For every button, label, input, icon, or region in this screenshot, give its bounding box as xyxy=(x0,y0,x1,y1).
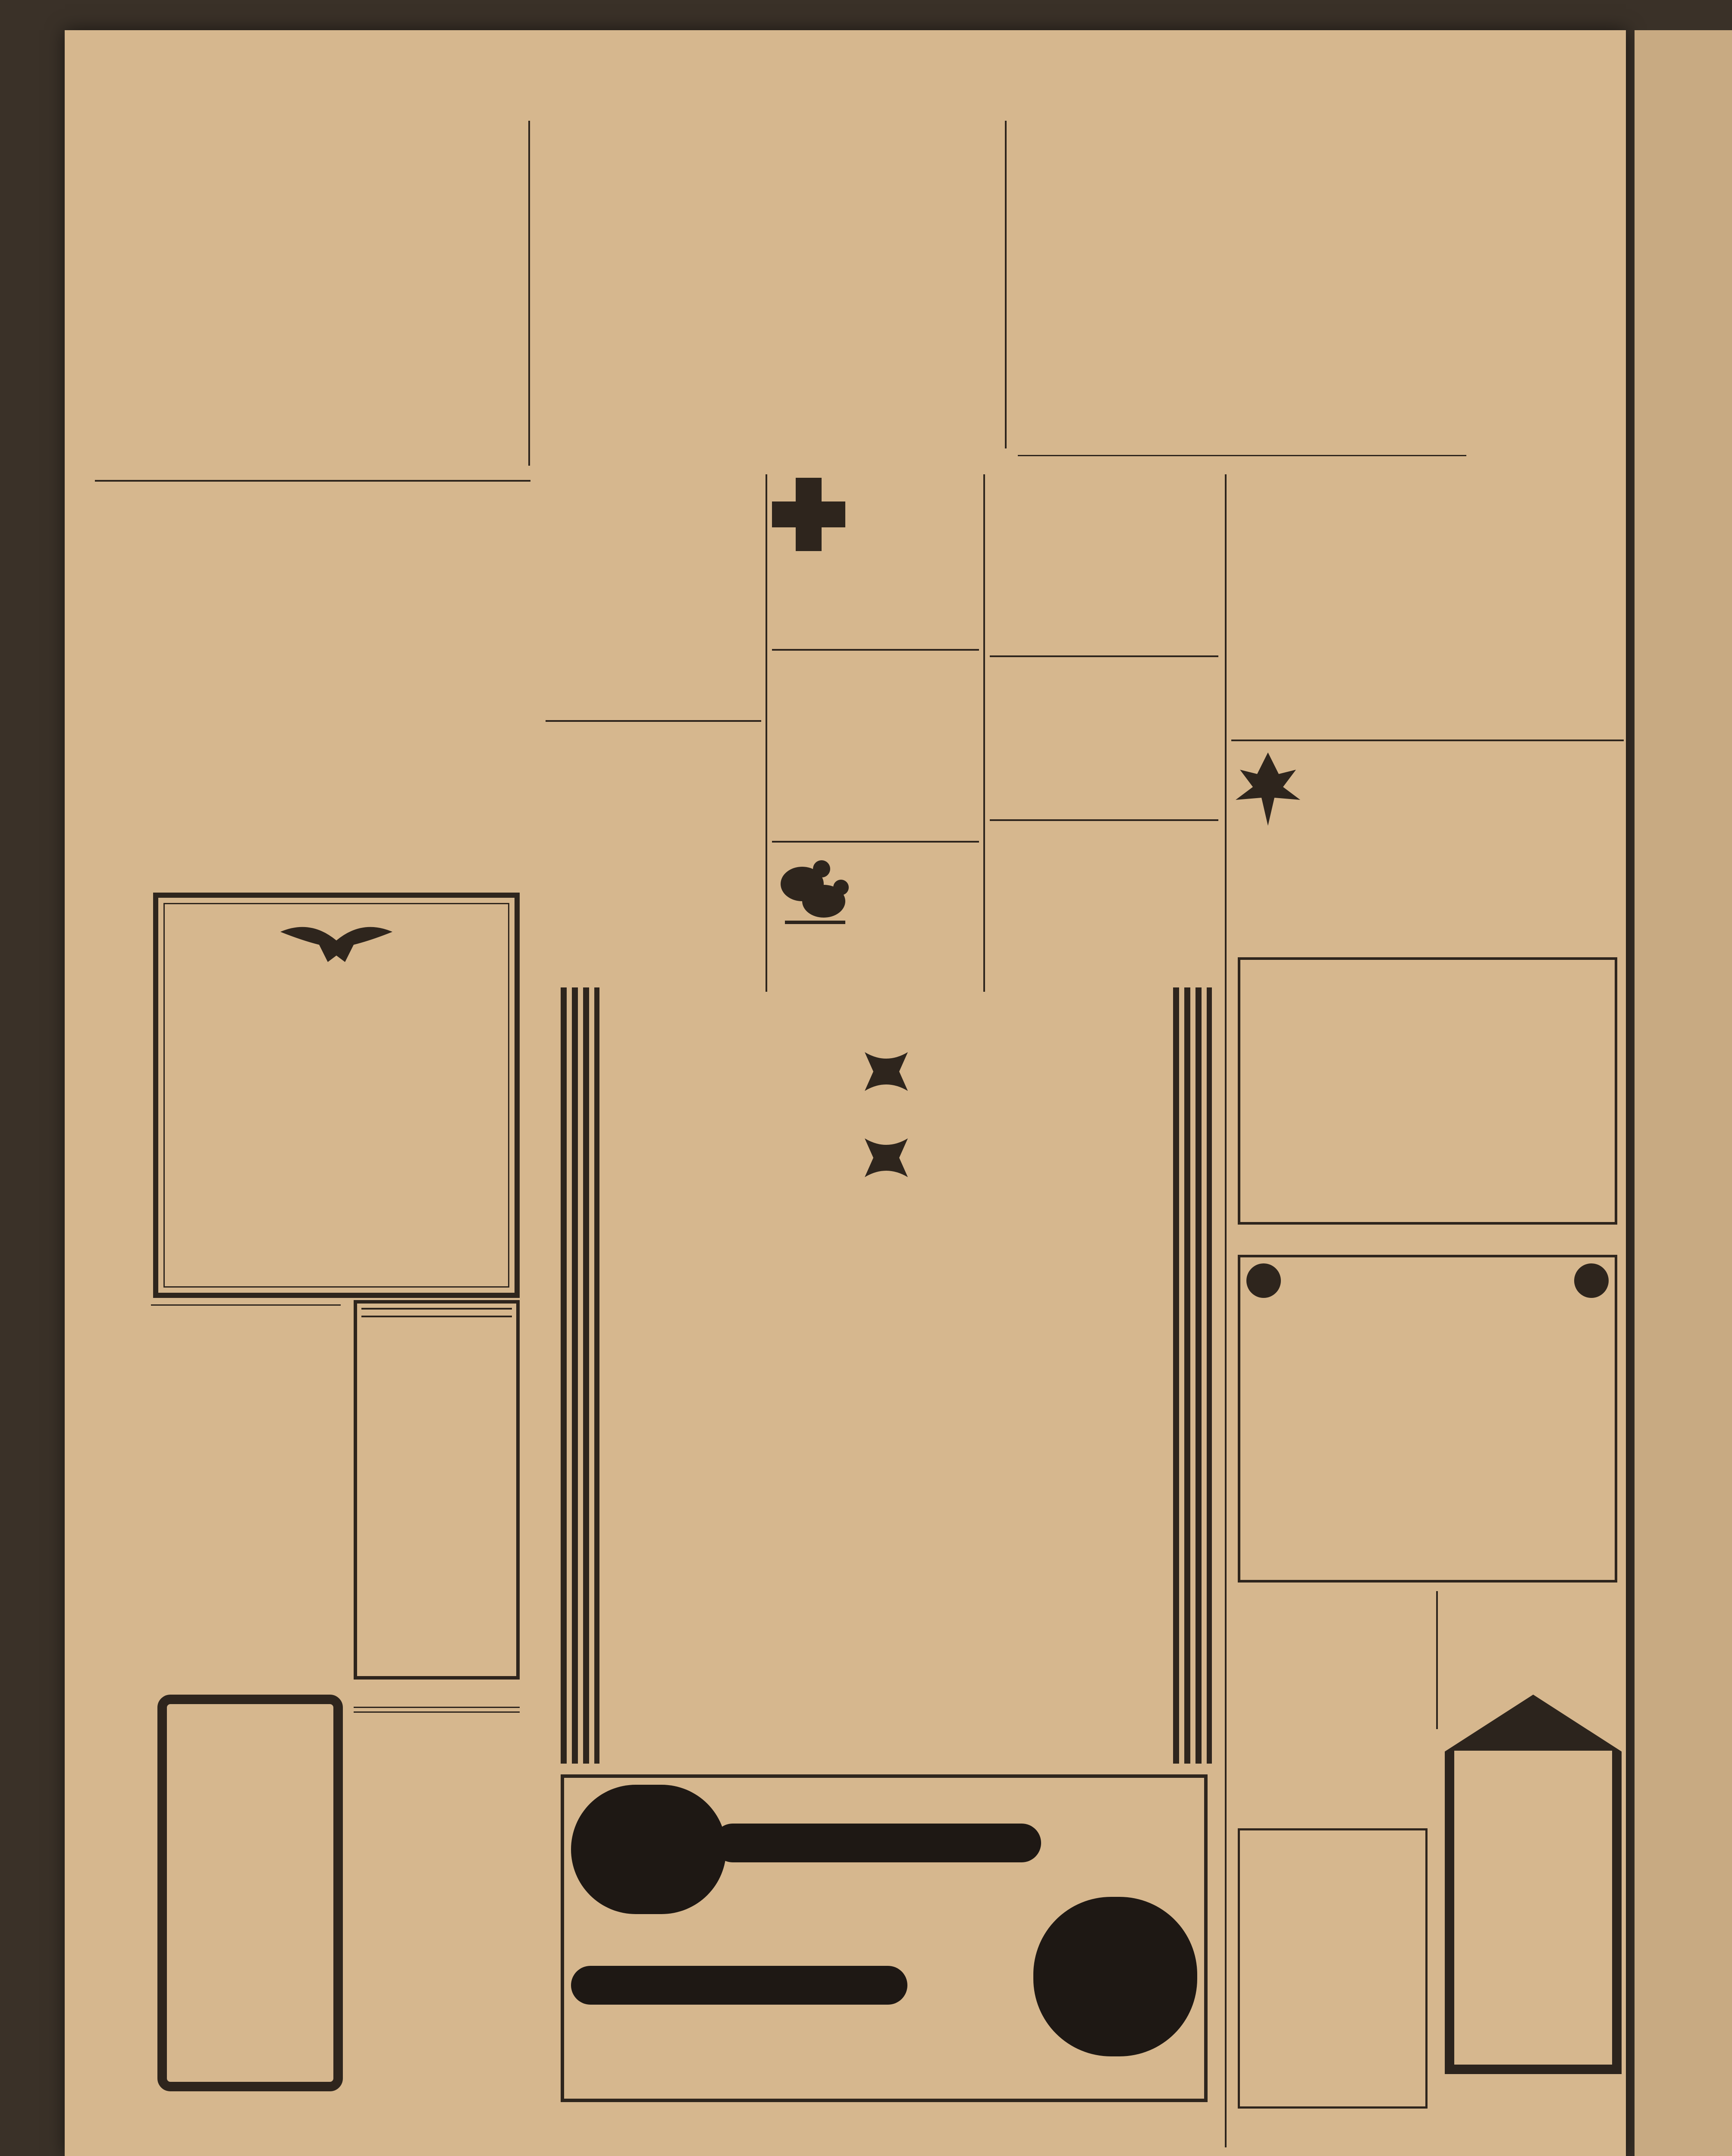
red-cross-icon xyxy=(772,478,845,551)
earthquake-article xyxy=(82,125,518,367)
church-ad xyxy=(1231,474,1624,737)
kavalier-badge xyxy=(571,1785,726,1914)
kavalier-banner xyxy=(713,1824,1041,1862)
small-ads-col xyxy=(354,1703,520,2091)
column-rule xyxy=(983,474,985,992)
rule xyxy=(1018,455,1466,456)
hiking-club-ad xyxy=(1231,744,1624,972)
rule xyxy=(772,841,979,843)
room-wanted-ad xyxy=(772,651,979,841)
ornament-icon xyxy=(860,1134,912,1181)
drug-mid xyxy=(171,1708,329,1717)
union-banner xyxy=(571,1966,907,2005)
rule xyxy=(354,1707,520,1708)
rule xyxy=(990,819,1218,821)
bicycles-ad xyxy=(1231,1591,1434,1833)
pigeons-ad xyxy=(772,845,979,987)
cheese-ad xyxy=(354,1300,520,1680)
column-rule xyxy=(1436,1591,1438,1729)
printing-ad xyxy=(1238,1828,1428,2109)
official-notices xyxy=(95,476,530,873)
chamois-ad xyxy=(990,824,1218,987)
eagle-icon xyxy=(272,915,401,971)
adjacent-page-edge xyxy=(1635,30,1732,2156)
pigeon-icon xyxy=(772,845,854,931)
finance-section xyxy=(82,371,518,470)
rule xyxy=(95,480,530,482)
drugstore-ad xyxy=(157,1695,343,2091)
spa-concert-ad xyxy=(1238,957,1617,1225)
cheese-seller xyxy=(361,1308,512,1310)
wob-ad xyxy=(990,474,1218,664)
column-rule xyxy=(766,474,767,992)
wringer-ad xyxy=(1443,1591,1619,1695)
column-rule xyxy=(1005,121,1007,448)
rule xyxy=(772,649,979,651)
mobiloil-ad xyxy=(1445,1695,1622,2074)
rule xyxy=(151,1304,341,1306)
rule xyxy=(990,655,1218,657)
rule xyxy=(546,720,761,722)
ornament-icon xyxy=(860,1048,912,1095)
vegetables-ad xyxy=(151,1304,341,1688)
thanks-notice xyxy=(153,893,520,1298)
prices-section xyxy=(1018,125,1466,453)
raisins-ad xyxy=(990,660,1218,815)
column-rule xyxy=(1225,474,1227,2147)
music-lessons-ad xyxy=(1238,1255,1617,1583)
market-report xyxy=(539,125,996,466)
column-rule xyxy=(528,121,530,466)
ambulance-ad xyxy=(772,474,979,647)
decor-stripes xyxy=(1173,987,1212,1764)
fir-branch-icon xyxy=(1231,744,1305,830)
union-badge xyxy=(1033,1897,1197,2056)
cheese-seller2 xyxy=(361,1316,512,1317)
handwriting-ad xyxy=(548,724,759,987)
advertising-promo xyxy=(556,987,1216,1764)
coin-icon xyxy=(1574,1263,1609,1298)
polish-ad xyxy=(561,1774,1208,2102)
editor-line xyxy=(1018,458,1466,471)
newspaper-page xyxy=(65,30,1626,2156)
promo-body xyxy=(612,1181,1160,1216)
coin-icon xyxy=(1246,1263,1281,1298)
forestry-ad xyxy=(548,474,759,716)
rule xyxy=(354,1711,520,1713)
decor-stripes xyxy=(561,987,599,1764)
rule xyxy=(1231,740,1624,741)
